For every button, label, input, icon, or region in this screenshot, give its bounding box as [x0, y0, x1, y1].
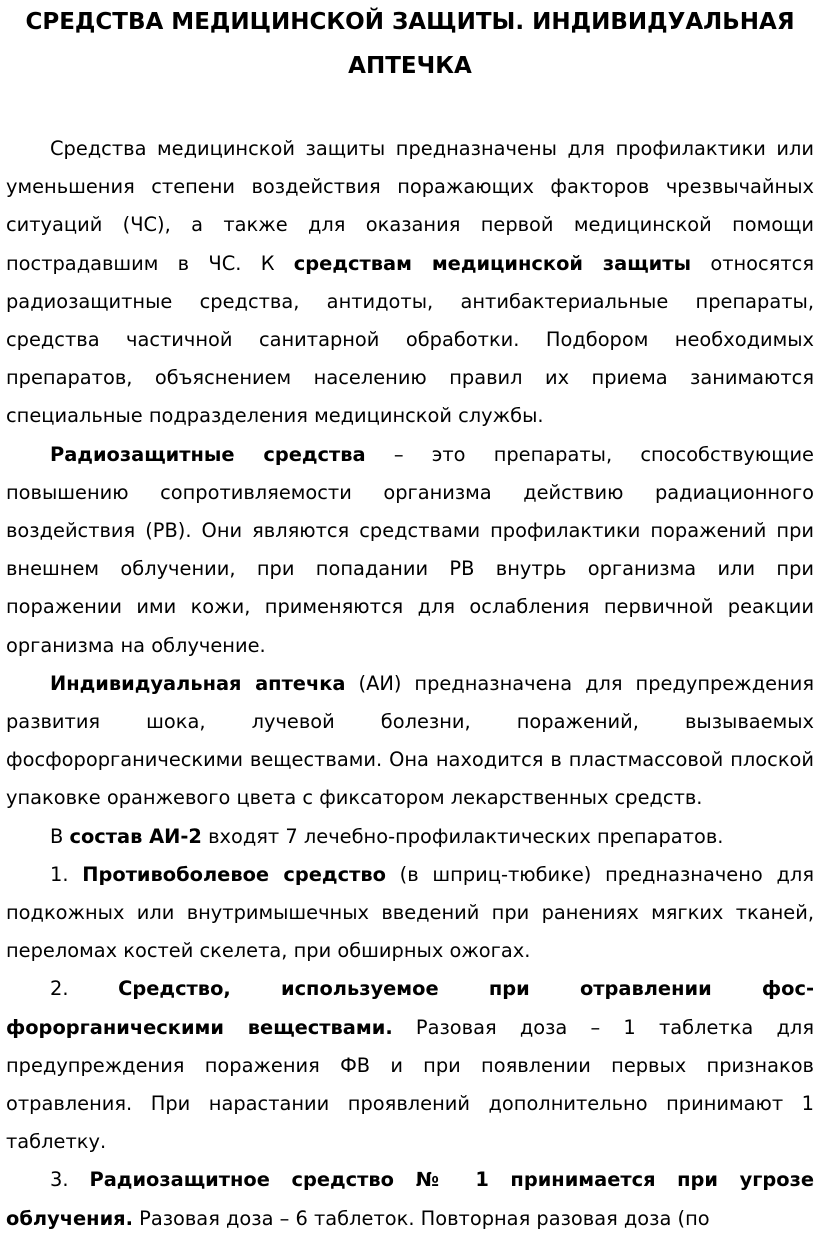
list-item-1	[6, 856, 814, 971]
paragraph-radioprotective	[6, 436, 814, 665]
paragraph-text: – это препараты, способствующие повышению сопротивляемости организма действию радиационного воздействия (РВ). Они являются средствами профилактики поражений при внешнем облучении, при попадании РВ внутрь организма или при поражении ими кожи, применяются для ослабления первичной реакции организма на облучение.	[6, 442, 814, 657]
paragraph-bold-term: Радиозащитное средство № 1 принимается при угрозе облучения.	[6, 1168, 814, 1230]
paragraph-bold-term: состав АИ-2	[69, 824, 202, 848]
paragraph-bold-term: средствам медицинской защиты	[293, 251, 692, 275]
paragraph-kit-contents	[6, 818, 814, 856]
paragraph-text: Разовая доза – 1 таблетка для предупреждения поражения ФВ и при появлении первых признаков отравления. При нарастании проявлений дополнительно принимают 1 таблетку.	[6, 1015, 814, 1154]
list-item-2	[6, 970, 814, 1161]
paragraph-first-aid-kit	[6, 665, 814, 818]
paragraph-bold-term: Средство, используемое при отравлении фос-форорганическими веществами.	[6, 977, 814, 1039]
list-number: 2.	[50, 977, 119, 1001]
list-number: 1.	[50, 862, 83, 886]
list-item-3	[6, 1161, 814, 1237]
paragraph-bold-term: Индивидуальная аптечка	[50, 671, 346, 695]
paragraph-text: Разовая доза – 6 таблеток. Повторная разовая доза (по	[132, 1206, 710, 1230]
paragraph-bold-term: Противоболевое средство	[82, 862, 386, 886]
paragraph-text: В	[50, 824, 70, 848]
paragraph-bold-term: Радиозащитные средства	[50, 442, 366, 466]
paragraph-text: (АИ) предназначена для предупреждения развития шока, лучевой болезни, поражений, вызываемых фосфорорганическими веществами. Она находится в пластмассовой плоской упаковке оранжевого цвета с фиксатором лекарственных средств.	[6, 671, 814, 810]
document-title: СРЕДСТВА МЕДИЦИНСКОЙ ЗАЩИТЫ. ИНДИВИДУАЛЬНАЯ АПТЕЧКА	[25, 9, 795, 79]
document-body	[6, 130, 814, 1238]
paragraph-text: (в шприц-тюбике) предназначено для подкожных или внутримышечных введений при ранениях мягких тканей, переломах костей скелета, при обширных ожогах.	[6, 862, 814, 963]
list-number: 3.	[50, 1168, 90, 1192]
paragraph-text: Средства медицинской защиты предназначены для профилактики или уменьшения степени воздействия поражающих факторов чрезвычайных ситуаций (ЧС), а также для оказания первой медицинской помощи пострадавшим в ЧС. К	[6, 137, 814, 275]
document-page	[6, 0, 814, 1238]
paragraph-intro	[6, 130, 814, 436]
paragraph-text: входят 7 лечебно-профилактических препаратов.	[201, 824, 724, 848]
paragraph-text: относятся радиозащитные средства, антидоты, антибактериальные препараты, средства частичной санитарной обработки. Подбором необходимых препаратов, объяснением населению правил их приема занимаются специальные подразделения медицинской службы.	[6, 251, 814, 428]
